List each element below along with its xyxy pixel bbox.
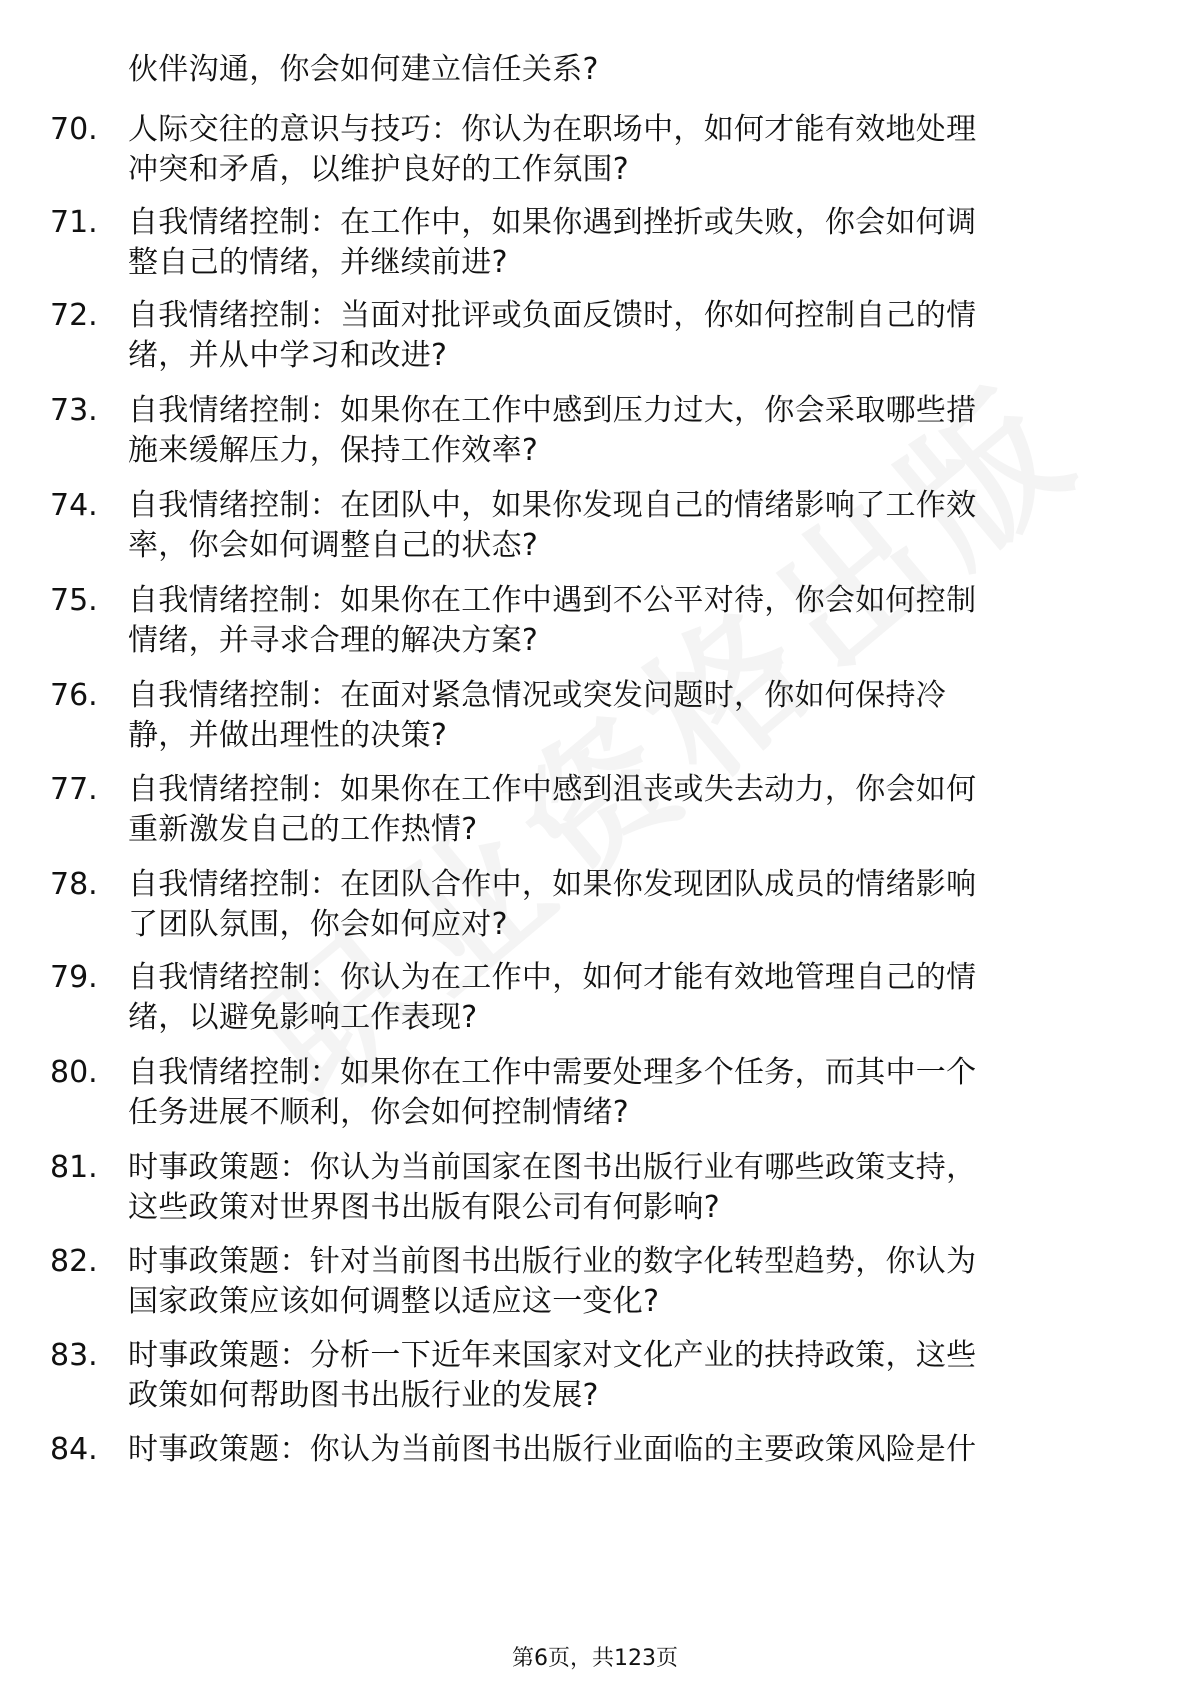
question-number: 82. [50,1244,98,1279]
question-number: 84. [50,1432,98,1467]
question-text-line: 人际交往的意识与技巧：你认为在职场中，如何才能有效地处理 [128,112,977,147]
question-text [128,1430,1113,1470]
question-text [128,865,1113,945]
question-text-line: 施来缓解压力，保持工作效率? [128,433,539,468]
question-text [128,50,1113,90]
question-text-line: 任务进展不顺利，你会如何控制情绪? [128,1095,630,1130]
question-text [128,958,1113,1038]
question-text-line: 自我情绪控制：在工作中，如果你遇到挫折或失败，你会如何调 [128,205,977,240]
question-text-line: 自我情绪控制：如果你在工作中感到压力过大，你会采取哪些措 [128,393,977,428]
question-text [128,203,1113,283]
question-number: 72. [50,298,98,333]
question-number: 77. [50,772,98,807]
question-number: 73. [50,393,98,428]
question-number: 70. [50,112,98,147]
question-text [128,1336,1113,1416]
question-text-line: 时事政策题：你认为当前国家在图书出版行业有哪些政策支持， [128,1150,977,1185]
question-text-line: 这些政策对世界图书出版有限公司有何影响? [128,1190,720,1225]
question-text-line: 情绪，并寻求合理的解决方案? [128,623,539,658]
question-text [128,391,1113,471]
question-text-line: 自我情绪控制：你认为在工作中，如何才能有效地管理自己的情 [128,960,977,995]
question-number: 79. [50,960,98,995]
question-text-line: 冲突和矛盾，以维护良好的工作氛围? [128,152,630,187]
question-number: 80. [50,1055,98,1090]
question-text-line: 自我情绪控制：如果你在工作中需要处理多个任务，而其中一个 [128,1055,977,1090]
question-text-line: 自我情绪控制：当面对批评或负面反馈时，你如何控制自己的情 [128,298,977,333]
question-text [128,1148,1113,1228]
question-text-line: 自我情绪控制：如果你在工作中遇到不公平对待，你会如何控制 [128,583,977,618]
question-text [128,770,1113,850]
question-number: 81. [50,1150,98,1185]
question-text-line: 自我情绪控制：在面对紧急情况或突发问题时，你如何保持冷 [128,678,947,713]
question-text [128,581,1113,661]
question-text-line: 重新激发自己的工作热情? [128,812,478,847]
question-text-line: 时事政策题：你认为当前图书出版行业面临的主要政策风险是什 [128,1432,977,1467]
question-text-line: 静，并做出理性的决策? [128,718,448,753]
question-text-line: 时事政策题：分析一下近年来国家对文化产业的扶持政策，这些 [128,1338,977,1373]
question-text [128,676,1113,756]
question-text-line: 自我情绪控制：在团队中，如果你发现自己的情绪影响了工作效 [128,488,977,523]
question-text [128,1242,1113,1322]
question-number: 71. [50,205,98,240]
question-text-line: 自我情绪控制：如果你在工作中感到沮丧或失去动力，你会如何 [128,772,977,807]
question-text-line: 整自己的情绪，并继续前进? [128,245,508,280]
question-number: 75. [50,583,98,618]
question-text-line: 国家政策应该如何调整以适应这一变化? [128,1284,660,1319]
page-footer: 第6页，共123页 [512,1646,678,1671]
question-text-line: 时事政策题：针对当前图书出版行业的数字化转型趋势，你认为 [128,1244,977,1279]
question-number: 83. [50,1338,98,1373]
question-text-line: 伙伴沟通，你会如何建立信任关系? [128,52,599,87]
question-text [128,1053,1113,1133]
question-number: 76. [50,678,98,713]
question-text-line: 政策如何帮助图书出版行业的发展? [128,1378,599,1413]
question-text-line: 绪，以避免影响工作表现? [128,1000,478,1035]
question-text-line: 自我情绪控制：在团队合作中，如果你发现团队成员的情绪影响 [128,867,977,902]
question-number: 78. [50,867,98,902]
question-text-line: 率，你会如何调整自己的状态? [128,528,539,563]
question-text [128,110,1113,190]
question-text [128,486,1113,566]
question-text-line: 绪，并从中学习和改进? [128,338,448,373]
question-text [128,296,1113,376]
question-number: 74. [50,488,98,523]
question-text-line: 了团队氛围，你会如何应对? [128,907,508,942]
